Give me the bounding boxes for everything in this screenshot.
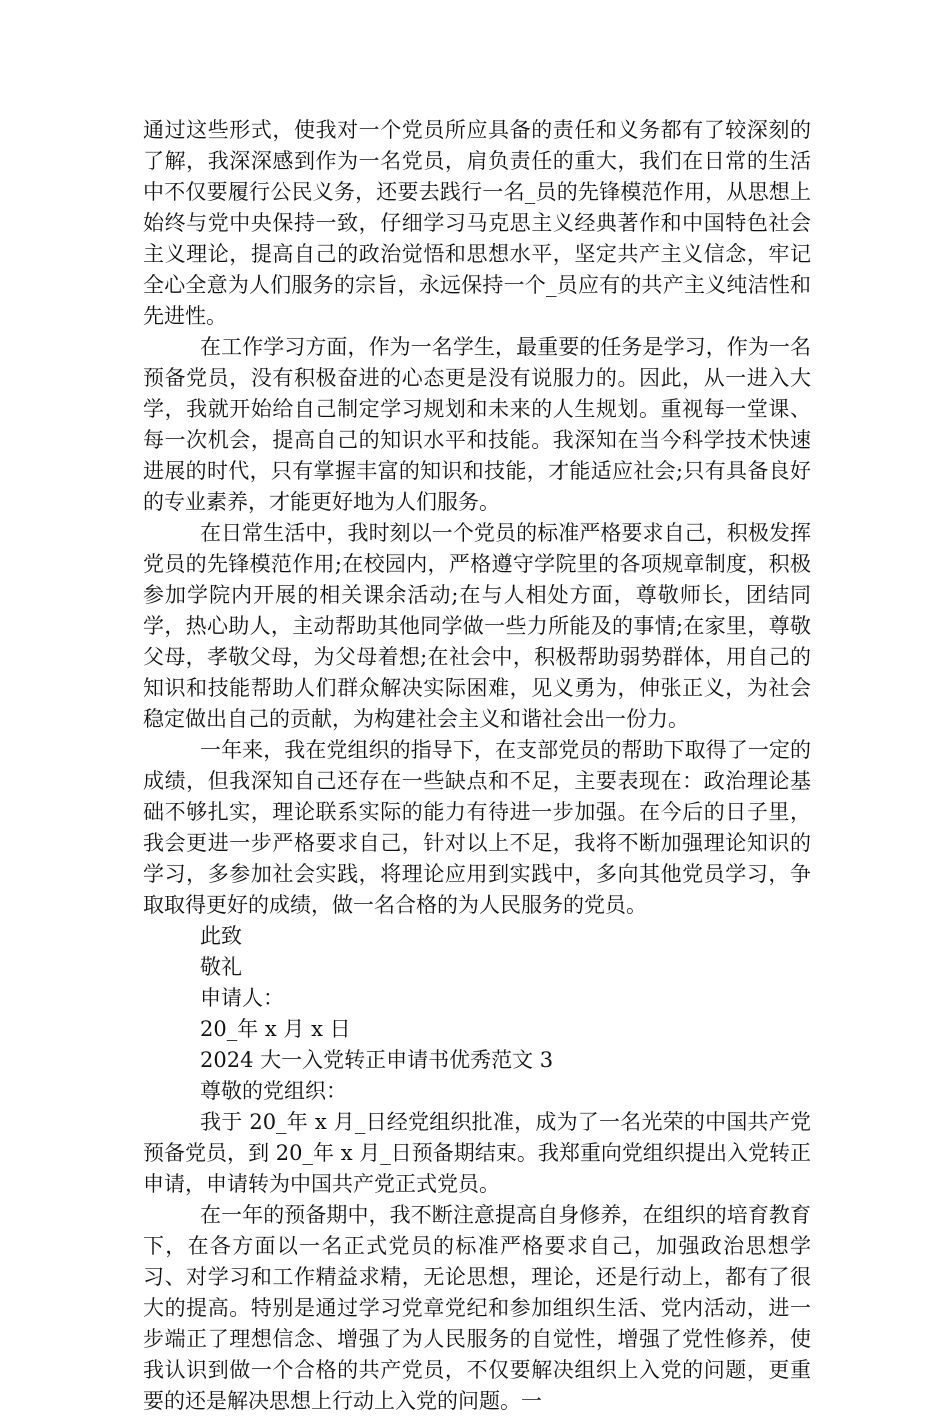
section-title: 2024 大一入党转正申请书优秀范文 3 (200, 1048, 554, 1072)
body-paragraph-4: 一年来，我在党组织的指导下，在支部党员的帮助下取得了一定的成绩，但我深知自己还存在一些缺点和不足，主要表现在：政治理论基础不够扎实，理论联系实际的能力有待进一步加强。在今后的日子里，我会更进一步严格要求自己，针对以上不足，我将不断加强理论知识的学习，多参加社会实践，将理论应用到实践中，多向其他党员学习，争取取得更好的成绩，做一名合格的为人民服务的党员。 (143, 738, 811, 917)
section-paragraph-1: 我于 20_年 x 月_日经党组织批准，成为了一名光荣的中国共产党预备党员，到 20_年 x 月_日预备期结束。我郑重向党组织提出入党转正申请，申请转为中国共产党正式党员。 (143, 1110, 811, 1196)
body-paragraph-2: 在工作学习方面，作为一名学生，最重要的任务是学习，作为一名预备党员，没有积极奋进的心态更是没有说服力的。因此，从一进入大学，我就开始给自己制定学习规划和未来的人生规划。重视每一堂课、每一次机会，提高自己的知识水平和技能。我深知在当今科学技术快速进展的时代，只有掌握丰富的知识和技能，才能适应社会;只有具备良好的专业素养，才能更好地为人们服务。 (143, 335, 811, 514)
closing-regards: 敬礼 (200, 955, 242, 979)
body-paragraph-1: 通过这些形式，使我对一个党员所应具备的责任和义务都有了较深刻的了解，我深深感到作为一名党员，肩负责任的重大，我们在日常的生活中不仅要履行公民义务，还要去践行一名_员的先锋模范作用，从思想上始终与党中央保持一致，仔细学习马克思主义经典著作和中国特色社会主义理论，提高自己的政治觉悟和思想水平，坚定共产主义信念，牢记全心全意为人们服务的宗旨，永远保持一个_员应有的共产主义纯洁性和先进性。 (143, 118, 811, 328)
section-paragraph-2: 在一年的预备期中，我不断注意提高自身修养，在组织的培育教育下，在各方面以一名正式党员的标准严格要求自己，加强政治思想学习、对学习和工作精益求精，无论思想，理论，还是行动上，都有了很大的提高。特别是通过学习党章党纪和参加组织生活、党内活动，进一步端正了理想信念、增强了为人民服务的自觉性，增强了党性修养，使我认识到做一个合格的共产党员，不仅要解决组织上入党的问题，更重要的还是解决思想上行动上入党的问题。一 (143, 1203, 811, 1413)
document-page (143, 115, 811, 1417)
section-greeting: 尊敬的党组织： (200, 1079, 347, 1103)
application-date: 20_年 x 月 x 日 (200, 1017, 351, 1041)
applicant-label: 申请人： (200, 986, 284, 1010)
closing-salutation: 此致 (200, 924, 242, 948)
body-paragraph-3: 在日常生活中，我时刻以一个党员的标准严格要求自己，积极发挥党员的先锋模范作用;在校园内，严格遵守学院里的各项规章制度，积极参加学院内开展的相关课余活动;在与人相处方面，尊敬师长，团结同学，热心助人，主动帮助其他同学做一些力所能及的事情;在家里，尊敬父母，孝敬父母，为父母着想;在社会中，积极帮助弱势群体，用自己的知识和技能帮助人们群众解决实际困难，见义勇为，伸张正义，为社会稳定做出自己的贡献，为构建社会主义和谐社会出一份力。 (143, 521, 811, 731)
